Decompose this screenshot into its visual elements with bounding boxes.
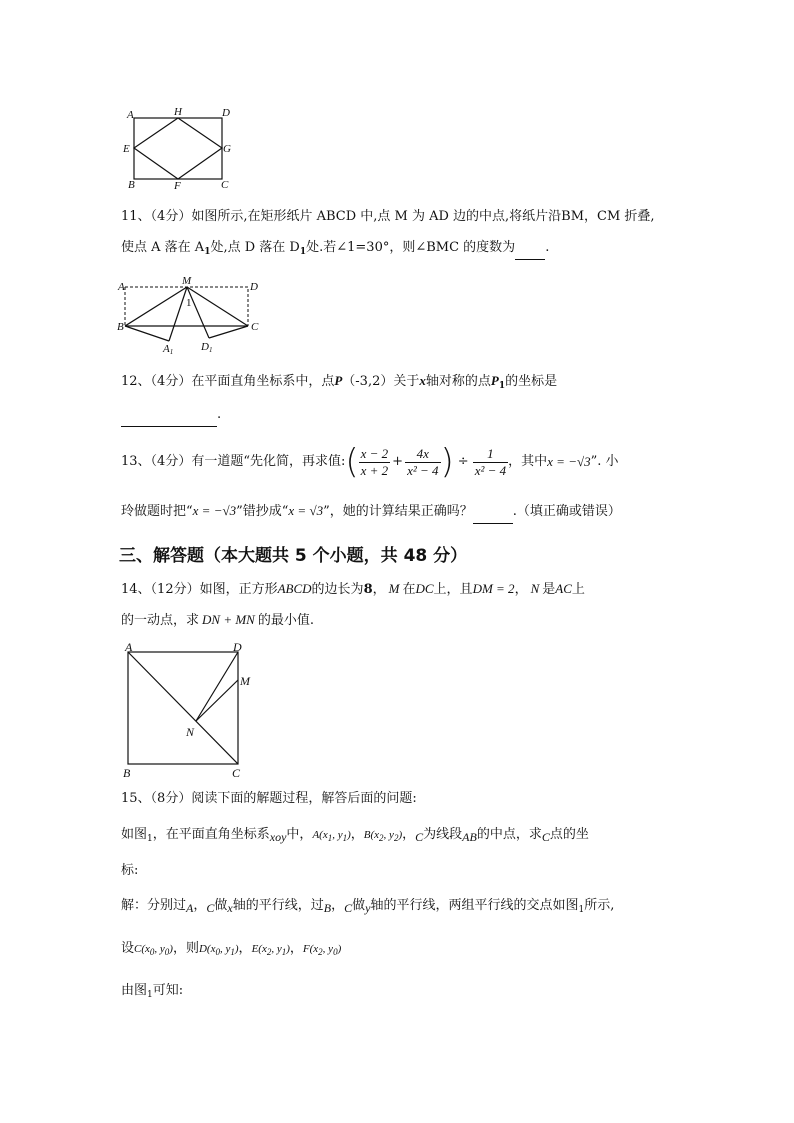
q14-m: M xyxy=(388,581,400,596)
q14-line1-f: ， xyxy=(514,582,528,597)
q15-l4-c: 做 xyxy=(214,898,228,913)
q11-text-d: 处.若∠1=30°，则∠BMC 的度数为 xyxy=(306,240,516,255)
fig1-label-a: A xyxy=(127,109,134,121)
q15-l4-fig: 1 xyxy=(578,905,585,915)
q15-line-6 xyxy=(121,982,183,1004)
section-3-heading: 三、解答题（本大题共 5 个小题，共 48 分） xyxy=(119,546,468,566)
fig2-label-b: B xyxy=(117,321,124,333)
q13-fraction-3 xyxy=(473,446,508,479)
q15-l4-f: 做 xyxy=(352,898,366,913)
q14-expression: DN + MN xyxy=(202,612,255,627)
q14-line2-b: 的最小值. xyxy=(257,613,314,628)
q15-l5-f-coord: $F(x_2$, $y_0$) xyxy=(302,943,342,957)
rectangle-rhombus-figure xyxy=(118,103,238,193)
q15-l5-e-coord: $E(x_2$, $y_1$) xyxy=(251,943,290,957)
q15-l4-e: ， xyxy=(331,898,345,913)
q15-line-5 xyxy=(121,940,341,961)
q11-line-1 xyxy=(121,208,655,226)
fig1-label-f: F xyxy=(174,180,181,192)
fig2-label-d1: D1 xyxy=(201,341,213,354)
q13-line-2 xyxy=(121,502,621,524)
q11-text-a: 11、（4分）如图所示,在矩形纸片 ABCD 中,点 M 为 AD 边的中点,将纸片沿BM，CM 折叠, xyxy=(121,209,655,224)
q11-line-2 xyxy=(121,239,549,261)
q15-l5-c: ， xyxy=(238,941,252,956)
q15-l5-a: 设 xyxy=(121,941,135,956)
q14-line2-a: 的一动点，求 xyxy=(121,613,200,628)
q14-dc: DC xyxy=(415,581,434,596)
q15-l2-c-point-2: C xyxy=(541,830,550,844)
q15-line-3: 标: xyxy=(121,863,139,878)
q13-right-paren: ) xyxy=(440,442,454,482)
fig1-label-d: D xyxy=(222,107,230,119)
q11-text-b-sub: 1 xyxy=(204,247,211,257)
q13-line2-b: ”错抄成“ xyxy=(236,504,289,519)
q15-l2-fig: 1 xyxy=(147,834,153,844)
q14-line1-d: 在 xyxy=(402,582,416,597)
q12-point-p1-sub: 1 xyxy=(498,381,506,391)
q15-l4-g: 轴的平行线，两组平行线的交点如图 xyxy=(370,898,579,913)
q13-text-c: ”. 小 xyxy=(590,454,619,469)
q13-f1-den: x + 2 xyxy=(360,462,389,478)
fig1-label-e: E xyxy=(123,143,130,155)
q15-l2-c: 中， xyxy=(286,827,313,842)
q12-line-1 xyxy=(121,372,557,395)
q15-l5-d: ， xyxy=(289,941,303,956)
q14-line1-c: ， xyxy=(372,582,386,597)
fig1-label-g: G xyxy=(223,143,231,155)
q15-line-2 xyxy=(121,826,589,848)
q14-dm: DM = 2 xyxy=(472,581,515,596)
q15-l2-c-point: C xyxy=(415,830,424,844)
fig2-label-a1: A1 xyxy=(163,343,174,356)
q11-text-e: . xyxy=(545,240,550,255)
q12-end: . xyxy=(217,407,222,422)
q13-line2-a: 玲做题时把“ xyxy=(121,504,193,519)
q15-l2-e: ， xyxy=(402,827,416,842)
q14-ac: AC xyxy=(555,581,572,596)
square-diagonal-figure xyxy=(118,640,263,782)
q12-point-p: P xyxy=(334,373,343,388)
q14-line1-h: 上 xyxy=(571,582,585,597)
fig2-label-a: A xyxy=(118,281,125,293)
q11-text-b: 使点 A 落在 A xyxy=(121,240,205,255)
q13-line-1 xyxy=(121,440,619,484)
q15-l2-b: ，在平面直角坐标系 xyxy=(152,827,270,842)
fig2-label-d: D xyxy=(250,281,258,293)
q15-l2-g: 的中点，求 xyxy=(476,827,542,842)
q13-f2-num: 4x xyxy=(405,446,440,463)
q14-line1-e: 上，且 xyxy=(433,582,473,597)
q12-text-c: 的坐标是 xyxy=(505,374,558,389)
q15-l4-a: 解：分别过 xyxy=(121,898,187,913)
q14-line1-b: 的边长为 xyxy=(311,582,364,597)
q13-divide: ÷ xyxy=(457,454,469,469)
q13-line2-cond1: x = −√3 xyxy=(192,503,237,518)
fig3-label-b: B xyxy=(123,766,131,780)
q12-line-2 xyxy=(121,406,221,427)
fig1-label-b: B xyxy=(128,179,135,191)
q13-left-paren: ( xyxy=(345,442,359,482)
q15-line-1: 15、（8分）阅读下面的解题过程，解答后面的问题: xyxy=(121,791,417,806)
q14-line1-g: 是 xyxy=(542,582,556,597)
q15-l4-c-point: C xyxy=(206,901,215,915)
q13-fraction-2 xyxy=(405,446,440,479)
q15-l4-a-point: A xyxy=(186,901,194,915)
q12-point-p1: P xyxy=(490,373,499,388)
q14-square: ABCD xyxy=(277,581,312,596)
q13-condition: x = −√3 xyxy=(547,454,591,469)
q12-answer-blank[interactable] xyxy=(121,408,217,427)
q15-l4-b-point: B xyxy=(323,901,332,915)
fig3-label-m: M xyxy=(240,674,250,688)
fig1-label-h: H xyxy=(174,106,182,118)
q15-l2-a: 如图 xyxy=(121,827,148,842)
fig3-label-n: N xyxy=(186,725,195,739)
q13-f1-num: x − 2 xyxy=(360,445,389,461)
q13-text-a: 13、（4分）有一道题“先化简，再求值: xyxy=(121,454,346,469)
fig2-label-m: M xyxy=(182,275,192,287)
fig2-label-angle-1: 1 xyxy=(186,297,192,309)
q15-l4-h: 所示, xyxy=(584,898,615,913)
q14-line-1 xyxy=(121,580,585,599)
fig3-label-d: D xyxy=(233,640,242,654)
q13-f3-den: x² − 4 xyxy=(474,462,507,478)
q15-l6-a: 由图 xyxy=(121,983,148,998)
folded-rectangle-figure xyxy=(115,274,275,358)
q11-text-c-sub: 1 xyxy=(299,247,307,257)
q15-l2-xoy: xoy xyxy=(269,830,287,844)
q15-l5-b: ，则 xyxy=(172,941,199,956)
q12-coord: （-3,2）关于 xyxy=(342,374,420,389)
q13-text-b: ，其中 xyxy=(508,454,548,469)
fig1-label-c: C xyxy=(221,179,229,191)
q15-l4-c-point-2: C xyxy=(344,901,353,915)
q13-f3-num: 1 xyxy=(473,446,508,463)
q15-line-4 xyxy=(121,897,614,919)
q14-n: N xyxy=(530,581,540,596)
q15-point-a: $A(x_1$, $y_1$) xyxy=(312,829,351,843)
fig3-label-a: A xyxy=(125,640,133,654)
q15-l5-d-coord: $D(x_0$, $y_1$) xyxy=(198,943,239,957)
q12-text-a: 12、（4分）在平面直角坐标系中，点 xyxy=(121,374,335,389)
q15-l6-fig: 1 xyxy=(147,990,153,1000)
q14-side-length: 8 xyxy=(363,582,373,597)
q15-l2-f: 为线段 xyxy=(423,827,463,842)
q15-l5-c-coord: $C(x_0$, $y_0$) xyxy=(134,943,173,957)
q13-plus: + xyxy=(392,454,404,469)
q15-point-b: $B(x_2$, $y_2$) xyxy=(363,829,403,843)
q15-l4-d: 轴的平行线，过 xyxy=(232,898,324,913)
q13-fraction-1 xyxy=(359,446,391,479)
q13-line2-c: ”，她的计算结果正确吗？ xyxy=(323,504,473,519)
q15-l2-ab: AB xyxy=(462,830,477,844)
q12-x: x xyxy=(419,373,426,388)
q15-l6-b: 可知: xyxy=(152,983,184,998)
q15-l4-b: ， xyxy=(193,898,207,913)
q14-line1-a: 14、（12分）如图，正方形 xyxy=(121,582,278,597)
q13-line2-d: .（填正确或错误） xyxy=(512,504,621,519)
q13-f2-den: x² − 4 xyxy=(407,462,439,478)
q13-answer-blank[interactable] xyxy=(473,505,513,524)
q15-l4-y: y xyxy=(365,901,371,915)
q11-text-c: 处,点 D 落在 D xyxy=(210,240,300,255)
q11-answer-blank[interactable] xyxy=(515,241,545,260)
fig3-label-c: C xyxy=(232,766,241,780)
fig2-label-c: C xyxy=(251,321,259,333)
q12-text-b: 轴对称的点 xyxy=(425,374,491,389)
q15-l2-d: ， xyxy=(350,827,364,842)
q15-l4-x: x xyxy=(227,901,233,915)
q13-line2-cond2: x = √3 xyxy=(288,503,324,518)
q14-line-2 xyxy=(121,611,314,630)
q15-l2-h: 点的坐 xyxy=(549,827,589,842)
